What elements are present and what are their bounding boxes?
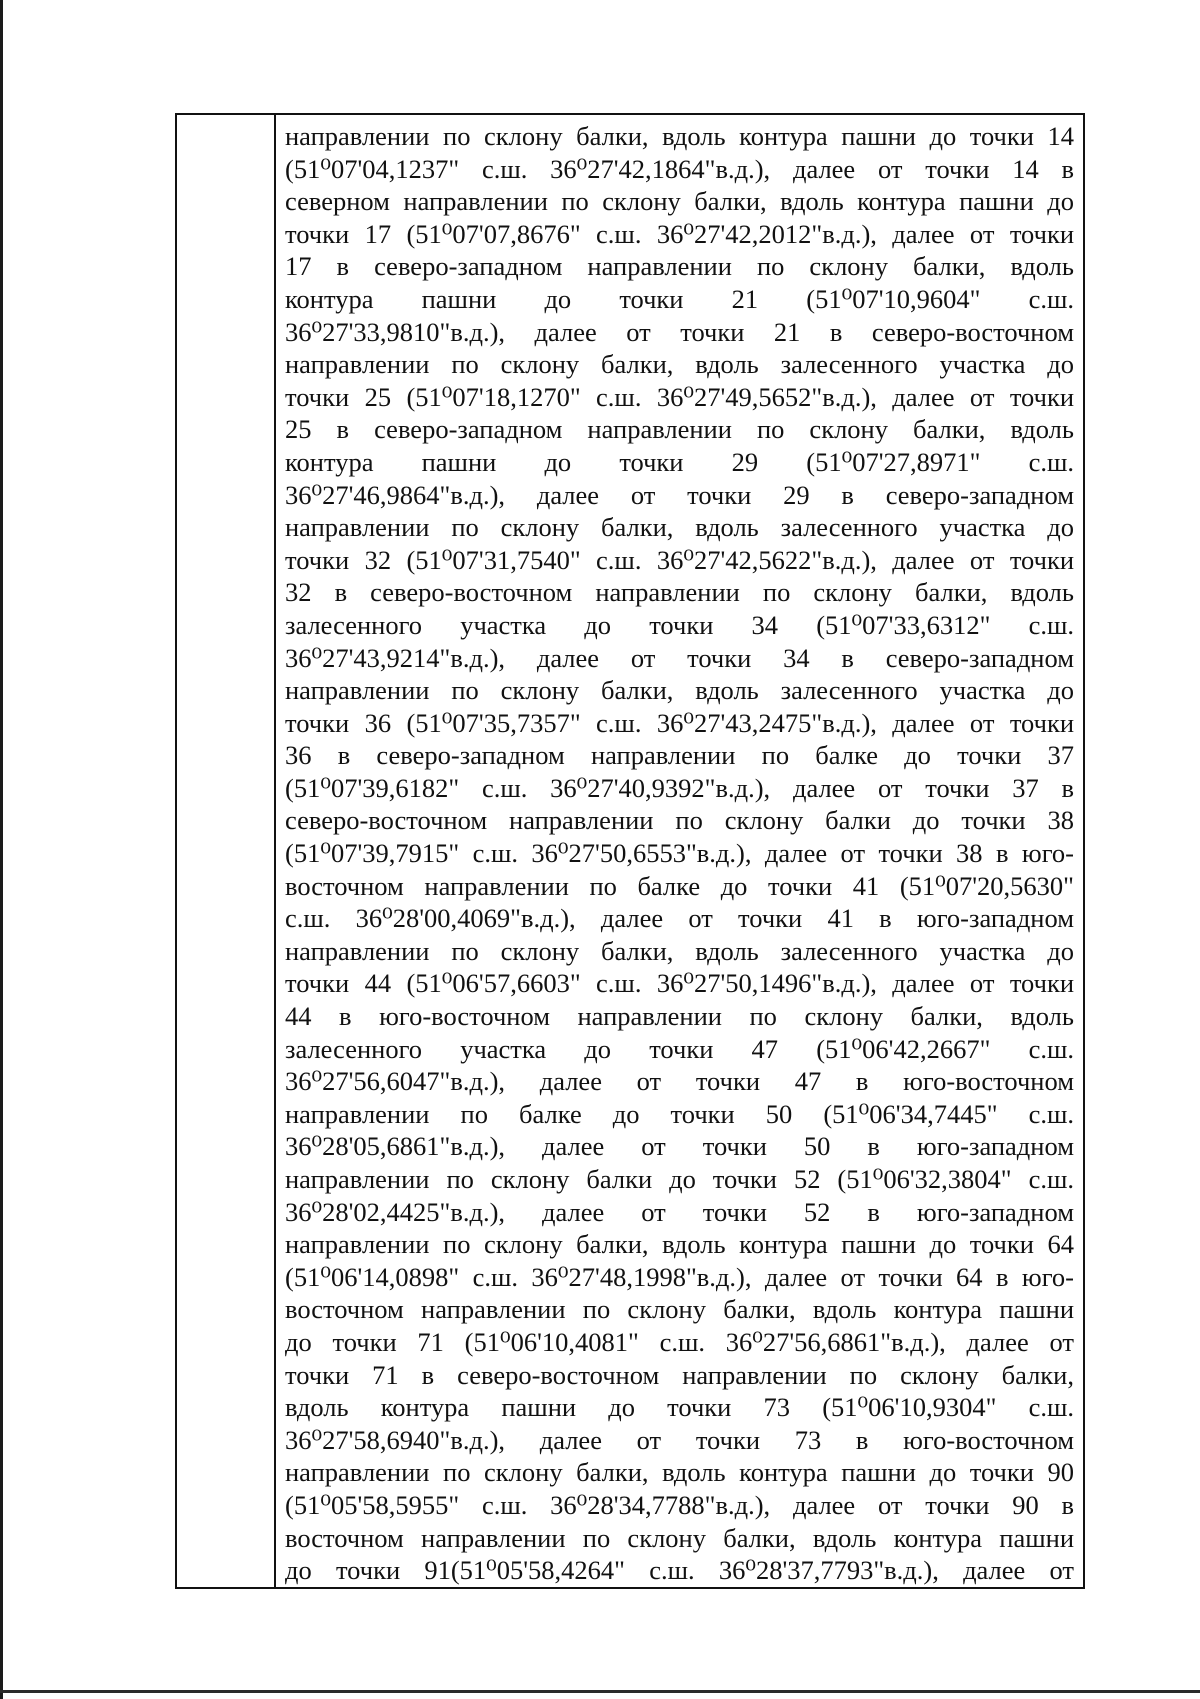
text-line: направлении по склону балки, вдоль залесенного участка до bbox=[285, 349, 1074, 380]
text-line: до точки 91(51⁰05'58,4264" с.ш. 36⁰28'37,7793"в.д.), далее от bbox=[285, 1555, 1074, 1586]
boundary-description bbox=[276, 115, 1083, 1587]
text-line: точки 71 в северо-восточном направлении по склону балки, bbox=[285, 1359, 1074, 1390]
table-row bbox=[176, 114, 1084, 1588]
text-line: восточном направлении по склону балки, вдоль контура пашни bbox=[285, 1522, 1074, 1553]
text-line: направлении по склону балки, вдоль залесенного участка до bbox=[285, 935, 1074, 966]
text-line: до точки 71 (51⁰06'10,4081" с.ш. 36⁰27'56,6861"в.д.), далее от bbox=[285, 1326, 1074, 1357]
text-line: точки 32 (51⁰07'31,7540" с.ш. 36⁰27'42,5622"в.д.), далее от точки bbox=[285, 544, 1074, 575]
text-line: залесенного участка до точки 34 (51⁰07'33,6312" с.ш. bbox=[285, 609, 1074, 640]
text-line: (51⁰06'14,0898" с.ш. 36⁰27'48,1998"в.д.), далее от точки 64 в юго- bbox=[285, 1261, 1074, 1292]
text-line: 36⁰28'05,6861"в.д.), далее от точки 50 в юго-западном bbox=[285, 1131, 1074, 1162]
text-line: направлении по склону балки, вдоль залесенного участка до bbox=[285, 675, 1074, 706]
text-line: направлении по склону балки до точки 52 (51⁰06'32,3804" с.ш. bbox=[285, 1164, 1074, 1194]
text-line: точки 25 (51⁰07'18,1270" с.ш. 36⁰27'49,5652"в.д.), далее от точки bbox=[285, 381, 1074, 412]
text-line: контура пашни до точки 29 (51⁰07'27,8971" с.ш. bbox=[285, 446, 1074, 477]
text-line: направлении по склону балки, вдоль контура пашни до точки 14 bbox=[285, 121, 1074, 151]
text-line: 44 в юго-восточном направлении по склону балки, вдоль bbox=[285, 1001, 1074, 1032]
text-line: точки 44 (51⁰06'57,6603" с.ш. 36⁰27'50,1496"в.д.), далее от точки bbox=[285, 968, 1074, 999]
scan-edge-bottom bbox=[0, 1690, 1200, 1693]
scan-edge-left bbox=[0, 0, 3, 1699]
description-cell bbox=[275, 114, 1084, 1588]
text-line: контура пашни до точки 21 (51⁰07'10,9604" с.ш. bbox=[285, 283, 1074, 314]
text-line: точки 17 (51⁰07'07,8676" с.ш. 36⁰27'42,2012"в.д.), далее от точки bbox=[285, 218, 1074, 249]
text-line: (51⁰07'04,1237" с.ш. 36⁰27'42,1864"в.д.), далее от точки 14 в bbox=[285, 153, 1074, 184]
text-line: северном направлении по склону балки, вдоль контура пашни до bbox=[285, 186, 1074, 217]
text-line: 25 в северо-западном направлении по склону балки, вдоль bbox=[285, 414, 1074, 445]
empty-left-cell bbox=[176, 114, 275, 1588]
text-line: направлении по склону балки, вдоль контура пашни до точки 90 bbox=[285, 1457, 1074, 1488]
text-line: с.ш. 36⁰28'00,4069"в.д.), далее от точки 41 в юго-западном bbox=[285, 903, 1074, 934]
text-line: направлении по склону балки, вдоль залесенного участка до bbox=[285, 512, 1074, 543]
text-line: восточном направлении по балке до точки 41 (51⁰07'20,5630" bbox=[285, 870, 1074, 901]
text-line: вдоль контура пашни до точки 73 (51⁰06'10,9304" с.ш. bbox=[285, 1392, 1074, 1423]
text-line: направлении по склону балки, вдоль контура пашни до точки 64 bbox=[285, 1229, 1074, 1260]
text-line: (51⁰05'58,5955" с.ш. 36⁰28'34,7788"в.д.), далее от точки 90 в bbox=[285, 1489, 1074, 1520]
document-table bbox=[175, 113, 1085, 1589]
text-line: 36⁰27'58,6940"в.д.), далее от точки 73 в юго-восточном bbox=[285, 1424, 1074, 1455]
text-line: направлении по балке до точки 50 (51⁰06'34,7445" с.ш. bbox=[285, 1098, 1074, 1129]
text-line: (51⁰07'39,6182" с.ш. 36⁰27'40,9392"в.д.), далее от точки 37 в bbox=[285, 772, 1074, 803]
text-line: 17 в северо-западном направлении по склону балки, вдоль bbox=[285, 251, 1074, 282]
text-line: 36⁰27'43,9214"в.д.), далее от точки 34 в северо-западном bbox=[285, 642, 1074, 673]
text-line: 36⁰28'02,4425"в.д.), далее от точки 52 в юго-западном bbox=[285, 1196, 1074, 1227]
text-line: (51⁰07'39,7915" с.ш. 36⁰27'50,6553"в.д.), далее от точки 38 в юго- bbox=[285, 838, 1074, 869]
text-line: 36⁰27'46,9864"в.д.), далее от точки 29 в северо-западном bbox=[285, 479, 1074, 510]
text-line: 32 в северо-восточном направлении по склону балки, вдоль bbox=[285, 577, 1074, 608]
text-line: северо-восточном направлении по склону балки до точки 38 bbox=[285, 805, 1074, 836]
text-line: 36⁰27'33,9810"в.д.), далее от точки 21 в северо-восточном bbox=[285, 316, 1074, 347]
text-line: 36 в северо-западном направлении по балке до точки 37 bbox=[285, 740, 1074, 771]
text-line: восточном направлении по склону балки, вдоль контура пашни bbox=[285, 1294, 1074, 1325]
text-line: точки 36 (51⁰07'35,7357" с.ш. 36⁰27'43,2475"в.д.), далее от точки bbox=[285, 707, 1074, 738]
text-line: 36⁰27'56,6047"в.д.), далее от точки 47 в юго-восточном bbox=[285, 1066, 1074, 1097]
text-line: залесенного участка до точки 47 (51⁰06'42,2667" с.ш. bbox=[285, 1033, 1074, 1064]
